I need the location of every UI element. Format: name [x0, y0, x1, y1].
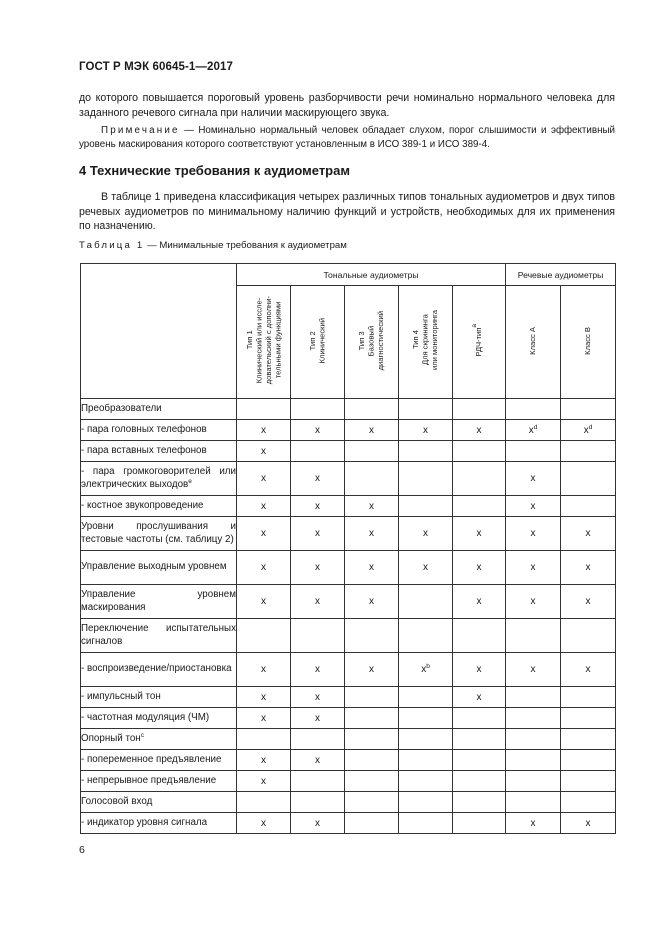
row-label: [81, 708, 237, 729]
row-label: [81, 813, 237, 834]
table-cell: [237, 687, 291, 708]
row-label-text: - пара громкоговорителей или электрических выходов: [81, 466, 236, 490]
cell-mark: x: [585, 817, 591, 829]
table-caption-text: — Минимальные требования к аудиометрам: [144, 240, 347, 251]
col-header-rdch-sup: a: [471, 324, 479, 328]
row-label-text: - костное звукопроведение: [81, 499, 204, 511]
table-cell: [345, 687, 399, 708]
table-cell: [345, 585, 399, 619]
table-cell: [399, 750, 453, 771]
row-label-text: - импульсный тон: [81, 690, 161, 702]
table-cell: [237, 653, 291, 687]
col-header-type3-text: Тип 3 Базовый диагностический: [357, 310, 386, 371]
table-cell: [453, 399, 506, 420]
table-cell: [453, 792, 506, 813]
table-cell: [561, 619, 616, 653]
row-label-text: Голосовой вход: [81, 795, 153, 807]
table-cell: [291, 462, 345, 496]
paragraph-intro: [79, 190, 615, 234]
table-row: [81, 687, 616, 708]
table-cell: [453, 653, 506, 687]
cell-mark: x: [423, 424, 428, 436]
col-header-type2: [291, 286, 345, 399]
cell-mark: x: [423, 562, 428, 573]
table-cell: [561, 517, 616, 551]
cell-mark: x: [261, 562, 266, 573]
row-label-text: - пара головных телефонов: [81, 423, 207, 435]
table-cell: [453, 729, 506, 750]
cell-mark: x: [421, 664, 427, 675]
cell-mark: x: [369, 528, 374, 539]
table-cell: [506, 551, 561, 585]
table-cell: [345, 441, 399, 462]
table-cell: [237, 729, 291, 750]
table-cell: [399, 496, 453, 517]
table-row: [81, 462, 616, 496]
row-label: [81, 653, 237, 687]
cell-mark: x: [476, 664, 482, 675]
cell-mark: x: [315, 596, 320, 607]
cell-mark: x: [423, 528, 428, 539]
cell-mark: x: [261, 528, 266, 539]
paragraph-definition: до которого повышается пороговый уровень разборчивости речи номинально нормального человека для заданного речевого сигнала при наличии маскирующего звука.: [79, 92, 615, 119]
table-cell: [291, 551, 345, 585]
table-cell: [506, 687, 561, 708]
table-cell: [453, 813, 506, 834]
table-cell: [506, 708, 561, 729]
table-cell: [345, 496, 399, 517]
col-header-rdch-text: РДЧ-тип$^a$: [471, 324, 484, 357]
col-header-type3: [345, 286, 399, 399]
cell-mark: x: [261, 445, 266, 457]
table-cell: [237, 619, 291, 653]
table-cell: [561, 687, 616, 708]
cell-mark: x: [315, 500, 320, 512]
table-cell: [506, 496, 561, 517]
cell-mark: x: [315, 562, 320, 573]
table-row: [81, 441, 616, 462]
table-cell: [237, 585, 291, 619]
table-cell: [561, 771, 616, 792]
table-cell: [453, 585, 506, 619]
table-row: [81, 551, 616, 585]
table-cell: [291, 792, 345, 813]
row-label: [81, 420, 237, 441]
cell-mark: x: [315, 754, 320, 766]
table-cell: [506, 399, 561, 420]
cell-mark: x: [585, 596, 591, 607]
cell-mark: x: [261, 473, 266, 484]
table-cell: [506, 585, 561, 619]
col-header-rdch: [453, 286, 506, 399]
table-cell: [453, 619, 506, 653]
cell-mark: x: [369, 500, 374, 512]
table-cell: [345, 653, 399, 687]
table-cell: [506, 420, 561, 441]
cell-mark: x: [315, 712, 320, 724]
table-cell: [561, 551, 616, 585]
table-cell: [399, 399, 453, 420]
corner-cell: [81, 264, 237, 399]
table-cell: [237, 771, 291, 792]
table-cell: [506, 771, 561, 792]
cell-mark: x: [261, 712, 266, 724]
table-cell: [399, 551, 453, 585]
table-cell: [291, 441, 345, 462]
cell-mark: x: [530, 664, 536, 675]
row-label: [81, 687, 237, 708]
table-row: [81, 771, 616, 792]
table-cell: [399, 653, 453, 687]
table-cell: [345, 399, 399, 420]
cell-mark: x: [315, 424, 320, 436]
row-label: [81, 517, 237, 551]
col-header-class-b-text: Класс В: [583, 326, 593, 355]
col-header-class-a-text: Класс А: [528, 326, 538, 355]
cell-mark: x: [476, 424, 482, 436]
table-cell: [345, 551, 399, 585]
table-cell: [506, 750, 561, 771]
col-header-type4: [399, 286, 453, 399]
cell-mark: x: [261, 754, 266, 766]
intro-text: В таблице 1 приведена классификация четырех различных типов тональных аудиометров и двух типов речевых аудиометров по минимальному наличию функций и устройств, необходимых для их применения по назначению.: [79, 191, 615, 232]
table-cell: [399, 462, 453, 496]
row-label-sup: e: [188, 477, 192, 485]
table-cell: [237, 462, 291, 496]
cell-mark: x: [261, 596, 266, 607]
table-cell: [506, 653, 561, 687]
cell-mark: x: [261, 817, 266, 829]
table-cell: [561, 750, 616, 771]
table-cell: [345, 517, 399, 551]
table-cell: [453, 771, 506, 792]
table-cell: [291, 771, 345, 792]
row-label-text: - непрерывное предъявление: [81, 774, 217, 786]
table-cell: [453, 462, 506, 496]
table-cell: [291, 653, 345, 687]
table-cell: [345, 619, 399, 653]
table-cell: [561, 399, 616, 420]
table-cell: [291, 619, 345, 653]
table-cell: [237, 517, 291, 551]
table-cell: [399, 619, 453, 653]
table-cell: [291, 496, 345, 517]
cell-sup: b: [426, 663, 430, 670]
cell-mark: x: [261, 664, 266, 675]
table-cell: [237, 792, 291, 813]
table-row: [81, 399, 616, 420]
table-cell: [399, 813, 453, 834]
table-cell: [506, 619, 561, 653]
table-row: [81, 585, 616, 619]
table-cell: [399, 729, 453, 750]
table-cell: [291, 585, 345, 619]
table-cell: [237, 496, 291, 517]
group-header-tonal: Тональные аудиометры: [237, 264, 506, 286]
table-cell: [561, 585, 616, 619]
table-cell: [561, 441, 616, 462]
table-cell: [291, 399, 345, 420]
cell-mark: x: [530, 528, 536, 539]
cell-mark: x: [585, 528, 591, 539]
table-cell: [237, 750, 291, 771]
col-header-type1-text: Тип 1 Клинический или иссле- довательский с дополни- тельными функциями: [244, 296, 282, 385]
row-label-text: Опорный тон: [81, 732, 141, 744]
col-header-type1: [237, 286, 291, 399]
cell-mark: x: [261, 424, 266, 436]
cell-mark: x: [315, 528, 320, 539]
table-row: [81, 729, 616, 750]
table-cell: [561, 813, 616, 834]
row-label: [81, 619, 237, 653]
col-header-class-a: [506, 286, 561, 399]
cell-mark: x: [476, 562, 482, 573]
table-cell: [506, 729, 561, 750]
table-cell: [506, 792, 561, 813]
table-cell: [506, 813, 561, 834]
table-cell: [399, 708, 453, 729]
cell-mark: x: [530, 817, 536, 829]
row-label-sup: c: [140, 731, 144, 739]
row-label: [81, 771, 237, 792]
cell-mark: x: [530, 596, 536, 607]
group-header-speech: Речевые аудиометры: [506, 264, 616, 286]
row-label-text: Управление уровнем маскирования: [81, 589, 236, 613]
row-label-text: - воспроизведение/приостановка: [81, 663, 232, 675]
row-label-text: - частотная модуляция (ЧМ): [81, 711, 210, 723]
cell-mark: x: [585, 562, 591, 573]
table-row: [81, 496, 616, 517]
row-label-text: - попеременное предъявление: [81, 753, 222, 765]
table-cell: [561, 462, 616, 496]
table-cell: [506, 441, 561, 462]
table-cell: [345, 771, 399, 792]
cell-mark: x: [583, 424, 589, 436]
row-label-text: Управление выходным уровнем: [81, 561, 227, 573]
table-cell: [345, 813, 399, 834]
cell-mark: x: [476, 528, 482, 539]
col-header-class-b: [561, 286, 616, 399]
table-cell: [291, 517, 345, 551]
table-row: [81, 420, 616, 441]
table-cell: [237, 551, 291, 585]
cell-mark: x: [315, 817, 320, 829]
cell-mark: x: [261, 691, 266, 703]
table-cell: [399, 441, 453, 462]
table-row: [81, 653, 616, 687]
table-row: [81, 708, 616, 729]
table-row: [81, 517, 616, 551]
table-cell: [561, 496, 616, 517]
row-label: [81, 792, 237, 813]
table-cell: [399, 420, 453, 441]
table-cell: [291, 750, 345, 771]
table-cell: [399, 687, 453, 708]
table-cell: [399, 517, 453, 551]
cell-sup: d: [533, 423, 538, 431]
table-cell: [561, 653, 616, 687]
row-label-text: Уровни прослушивания и тестовые частоты (см. таблицу 2): [81, 521, 236, 545]
table-cell: [453, 517, 506, 551]
table-cell: [561, 708, 616, 729]
table-cell: [561, 792, 616, 813]
table-caption: [79, 240, 347, 251]
cell-mark: x: [530, 562, 536, 573]
table-row: [81, 750, 616, 771]
row-label: [81, 399, 237, 420]
table-cell: [345, 729, 399, 750]
section-title: 4 Технические требования к аудиометрам: [79, 163, 350, 178]
table-cell: [399, 771, 453, 792]
row-label-text: Переключение испытательных сигналов: [81, 623, 236, 647]
table-cell: [237, 441, 291, 462]
note-label: Примечание: [101, 125, 180, 136]
page-number: 6: [79, 844, 85, 856]
table-cell: [506, 517, 561, 551]
table-cell: [237, 420, 291, 441]
table-cell: [399, 792, 453, 813]
table-cell: [345, 792, 399, 813]
document-header: ГОСТ Р МЭК 60645-1—2017: [79, 61, 233, 73]
cell-mark: x: [315, 473, 320, 484]
cell-mark: x: [528, 424, 534, 436]
cell-mark: x: [476, 691, 482, 703]
table-cell: [453, 750, 506, 771]
table-cell: [237, 813, 291, 834]
note-text: — Номинально нормальный человек обладает слухом, порог слышимости и эффективный уровень маскирования которого соответствуют установленным в ИСО 389-1 и ИСО 389-4.: [79, 125, 615, 150]
table-cell: [291, 729, 345, 750]
col-header-type4-text: Тип 4 Для скрининга или мониторинга: [411, 310, 440, 371]
table-cell: [453, 687, 506, 708]
table-cell: [453, 708, 506, 729]
table-row: [81, 619, 616, 653]
row-label: [81, 551, 237, 585]
table-cell: [453, 496, 506, 517]
table-caption-label: Таблица 1: [79, 240, 145, 251]
table-cell: [399, 585, 453, 619]
table-cell: [453, 551, 506, 585]
cell-mark: x: [585, 664, 591, 675]
cell-mark: x: [261, 775, 266, 787]
table-cell: [345, 708, 399, 729]
table-cell: [453, 441, 506, 462]
col-header-type2-text: Тип 2 Клинический: [308, 317, 327, 364]
row-label: [81, 496, 237, 517]
table-cell: [291, 687, 345, 708]
table-cell: [291, 420, 345, 441]
table-cell: [237, 399, 291, 420]
table-cell: [453, 420, 506, 441]
cell-mark: x: [369, 664, 374, 675]
table-cell: [345, 750, 399, 771]
cell-mark: x: [530, 500, 536, 512]
note-paragraph: [79, 124, 615, 151]
row-label-text: - индикатор уровня сигнала: [81, 816, 208, 828]
cell-mark: x: [315, 691, 320, 703]
table-cell: [561, 729, 616, 750]
table-cell: [345, 420, 399, 441]
cell-mark: x: [261, 500, 266, 512]
table-cell: [506, 462, 561, 496]
requirements-table: [80, 263, 616, 834]
table-cell: [291, 708, 345, 729]
cell-mark: x: [369, 562, 374, 573]
row-label: [81, 585, 237, 619]
cell-mark: x: [476, 596, 482, 607]
cell-mark: x: [315, 664, 320, 675]
table-cell: [291, 813, 345, 834]
table-row: [81, 792, 616, 813]
table-row: [81, 813, 616, 834]
cell-sup: d: [588, 423, 593, 431]
row-label: [81, 750, 237, 771]
table-cell: [561, 420, 616, 441]
row-label: [81, 441, 237, 462]
table-cell: [237, 708, 291, 729]
row-label: [81, 729, 237, 750]
cell-mark: x: [369, 596, 374, 607]
row-label-text: - пара вставных телефонов: [81, 444, 207, 456]
cell-mark: x: [369, 424, 374, 436]
cell-mark: x: [530, 473, 536, 484]
row-label: [81, 462, 237, 496]
table-cell: [345, 462, 399, 496]
row-label-text: Преобразователи: [81, 402, 162, 414]
